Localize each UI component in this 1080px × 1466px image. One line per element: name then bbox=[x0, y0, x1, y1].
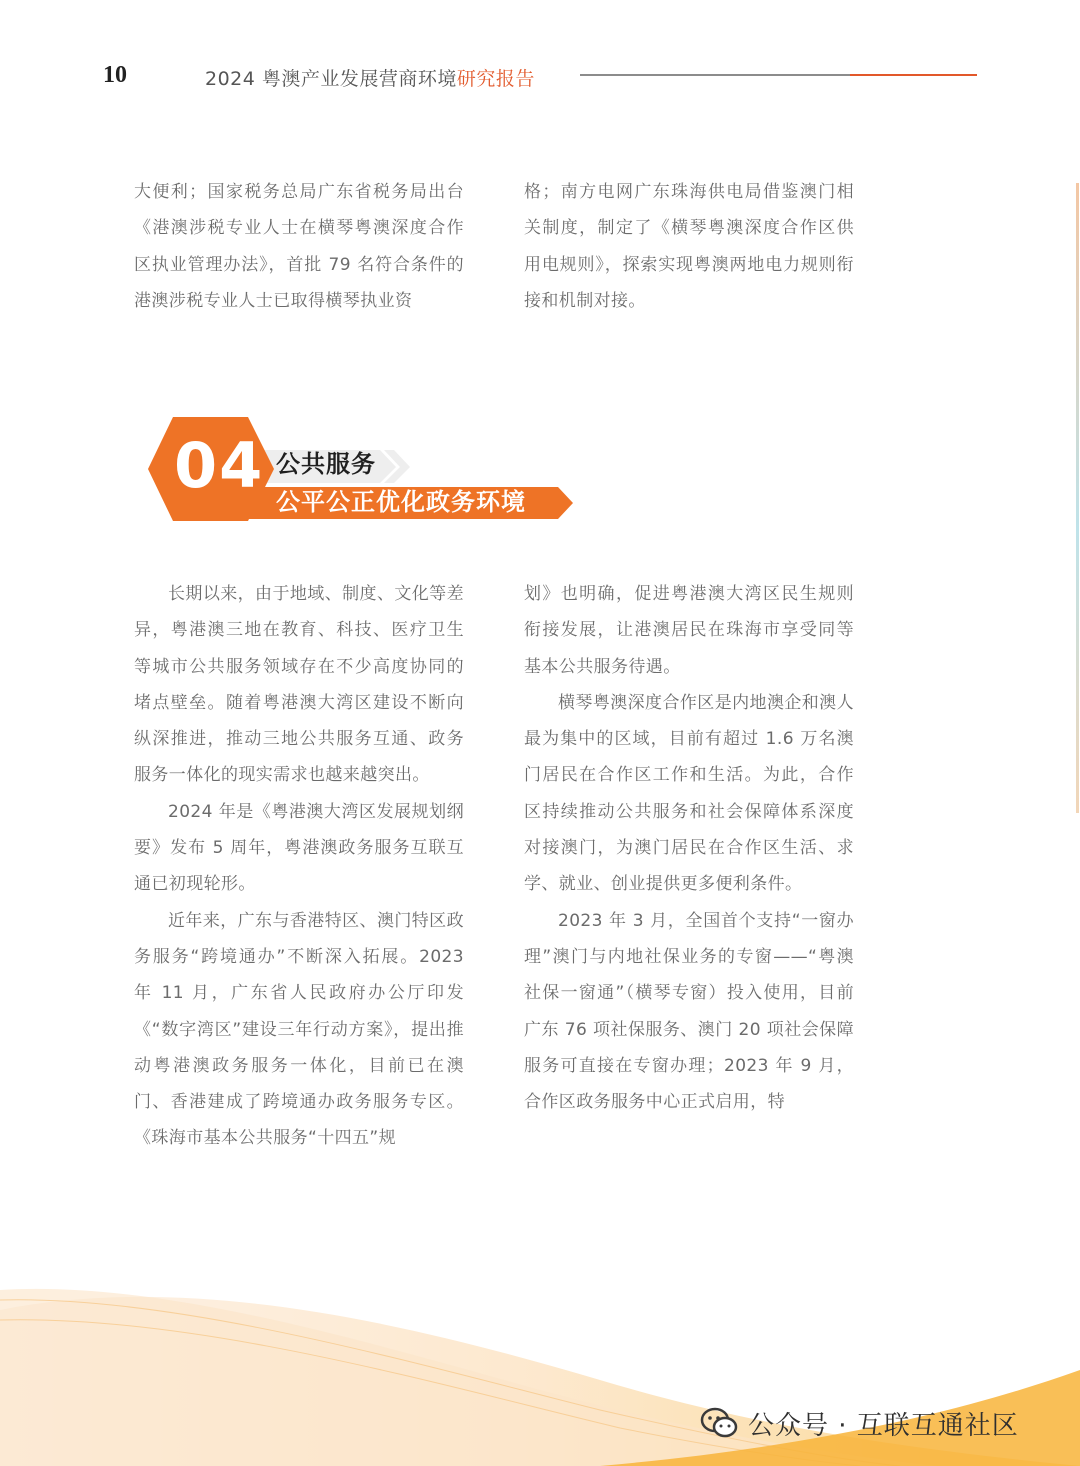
running-title bbox=[205, 64, 535, 91]
body-right-column bbox=[524, 576, 854, 1120]
top-right-column bbox=[524, 174, 854, 319]
header-rule-accent bbox=[850, 74, 977, 76]
right-edge-decoration bbox=[1076, 183, 1079, 813]
paragraph: 划》也明确，促进粤港澳大湾区民生规则衔接发展，让港澳居民在珠海市享受同等基本公共服务待遇。 bbox=[524, 584, 854, 677]
paragraph: 长期以来，由于地域、制度、文化等差异，粤港澳三地在教育、科技、医疗卫生等城市公共服务领域存在不少高度协同的堵点壁垒。随着粤港澳大湾区建设不断向纵深推进，推动三地公共服务互通、政务服务一体化的现实需求也越来越突出。 bbox=[134, 584, 464, 786]
paragraph: 近年来，广东与香港特区、澳门特区政务服务“跨境通办”不断深入拓展。2023 年 11 月，广东省人民政府办公厅印发《“数字湾区”建设三年行动方案》，提出推动粤港澳政务服务一体化，目前已在澳门、香港建成了跨境通办政务服务专区。《珠海市基本公共服务“十四五”规 bbox=[134, 910, 464, 1149]
watermark bbox=[700, 1403, 1019, 1443]
section-subtitle: 公平公正优化政务环境 bbox=[276, 488, 526, 516]
running-title-main: 2024 粤澳产业发展营商环境 bbox=[205, 68, 457, 90]
page-number: 10 bbox=[103, 62, 127, 88]
section-number: 04 bbox=[174, 429, 265, 502]
body-left-column bbox=[134, 576, 464, 1157]
paragraph: 横琴粤澳深度合作区是内地澳企和澳人最为集中的区域，目前有超过 1.6 万名澳门居民在合作区工作和生活。为此，合作区持续推动公共服务和社会保障体系深度对接澳门，为澳门居民在合作区生活、求学、就业、创业提供更多便利条件。 bbox=[524, 692, 854, 895]
paragraph: 2023 年 3 月，全国首个支持“一窗办理”澳门与内地社保业务的专窗——“粤澳社保一窗通”（横琴专窗）投入使用，目前广东 76 项社保服务、澳门 20 项社会保障服务可直接在专窗办理；2023 年 9 月，合作区政务服务中心正式启用，特 bbox=[524, 910, 854, 1113]
section-title: 公共服务 bbox=[276, 450, 376, 478]
running-title-accent: 研究报告 bbox=[456, 68, 535, 90]
section-banner bbox=[148, 417, 573, 521]
paragraph: 2024 年是《粤港澳大湾区发展规划纲要》发布 5 周年，粤港澳政务服务互联互通已初现轮形。 bbox=[134, 801, 464, 895]
header-rule bbox=[580, 74, 850, 76]
top-left-column bbox=[134, 174, 464, 319]
paragraph: 大便利；国家税务总局广东省税务局出台《港澳涉税专业人士在横琴粤澳深度合作区执业管理办法》，首批 79 名符合条件的港澳涉税专业人士已取得横琴执业资 bbox=[134, 182, 464, 311]
watermark-text: 公众号 · 互联互通社区 bbox=[748, 1410, 1019, 1441]
wechat-icon bbox=[700, 1407, 738, 1439]
paragraph: 格；南方电网广东珠海供电局借鉴澳门相关制度，制定了《横琴粤澳深度合作区供用电规则》，探索实现粤澳两地电力规则衔接和机制对接。 bbox=[524, 182, 854, 311]
